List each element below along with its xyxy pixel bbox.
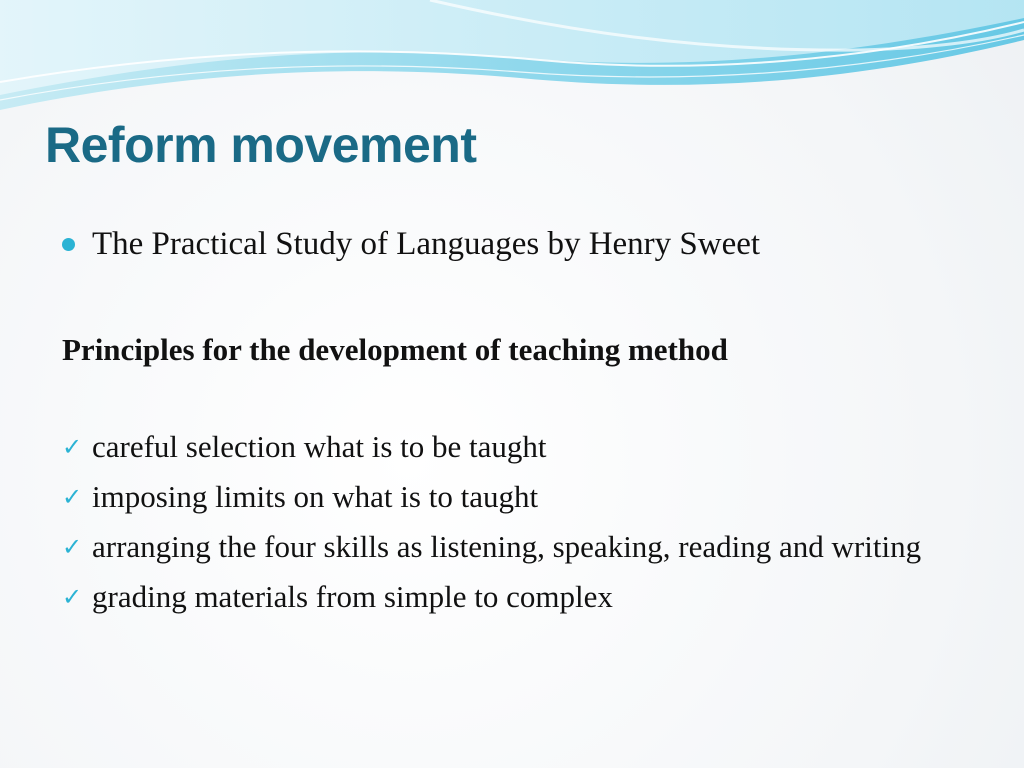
checklist-item-text: imposing limits on what is to taught (92, 479, 539, 514)
checklist-item (62, 527, 982, 567)
checklist-item (62, 427, 982, 467)
bullet-text: The Practical Study of Languages by Henry Sweet (92, 226, 761, 262)
principles-heading: Principles for the development of teaching method (62, 332, 728, 367)
slide-title: Reform movement (45, 117, 477, 173)
bullet-item (62, 224, 760, 264)
checklist-item-text: grading materials from simple to complex (92, 579, 613, 614)
checkmark-icon: ✓ (62, 533, 83, 561)
round-bullet-icon (62, 238, 75, 251)
checkmark-icon: ✓ (62, 433, 83, 461)
checklist-item (62, 477, 982, 517)
checkmark-icon: ✓ (62, 583, 83, 611)
checklist-item-text: careful selection what is to be taught (92, 429, 547, 464)
checklist-item (62, 577, 982, 617)
checklist-item-text: arranging the four skills as listening, speaking, reading and writing (92, 529, 922, 564)
principles-checklist (62, 427, 982, 627)
checkmark-icon: ✓ (62, 483, 83, 511)
